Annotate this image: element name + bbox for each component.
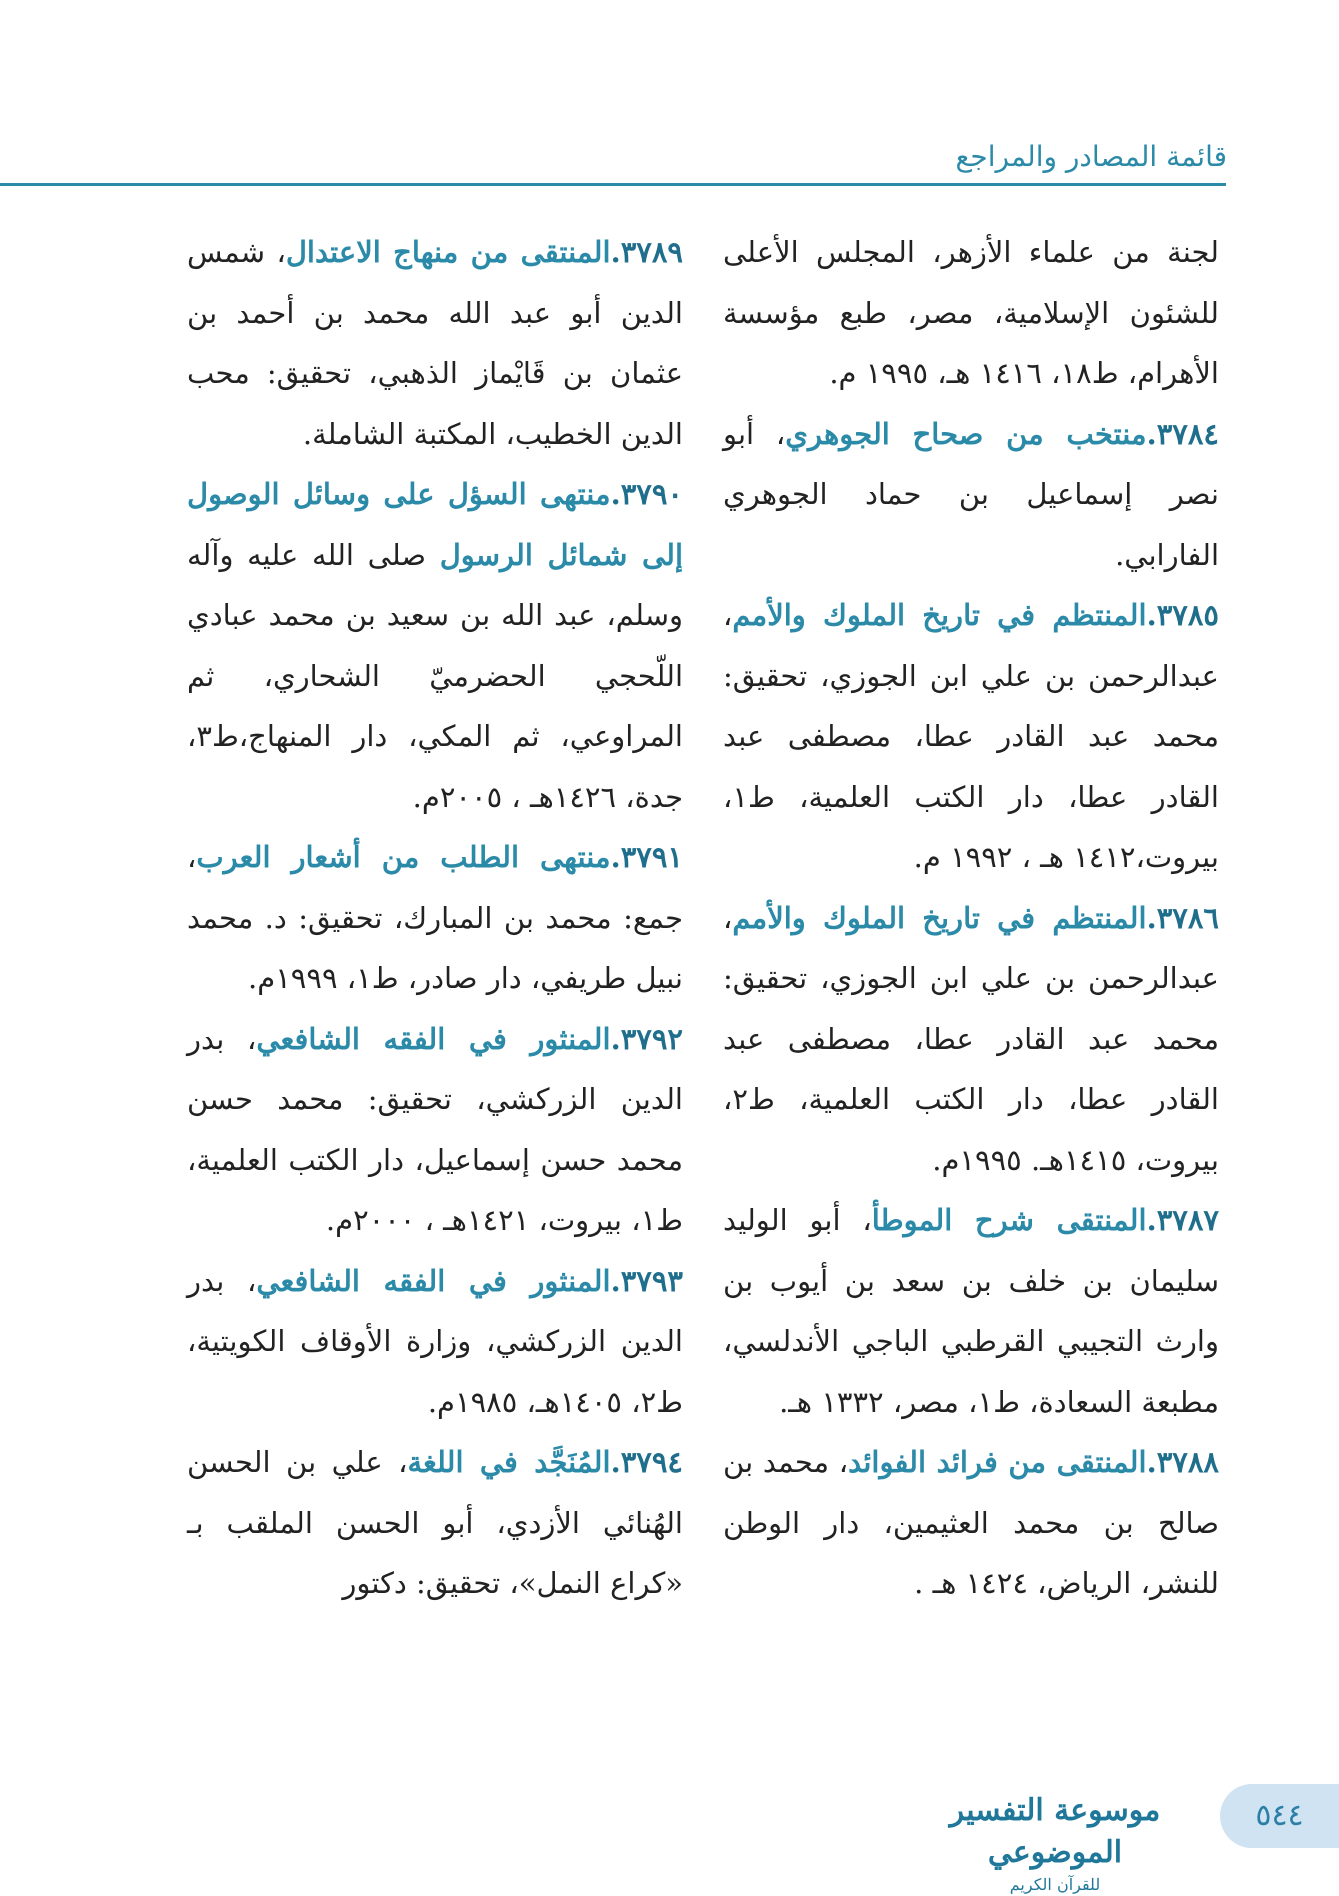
entry-number: ٣٧٩١. (610, 840, 683, 874)
bibliography-entry (187, 1432, 683, 1614)
entry-title: منتخب من صحاح الجوهري (785, 416, 1147, 451)
entry-continuation (723, 222, 1219, 404)
entry-number: ٣٧٩٢. (610, 1021, 683, 1056)
bibliography-entry (723, 585, 1219, 888)
entry-text: ، علي بن الحسن الهُنائي الأزدي، أبو الحسن الملقب بـ «كراع النمل»، تحقيق: دكتور (187, 1445, 683, 1600)
entry-number: ٣٧٩٠. (610, 477, 683, 511)
page-number-badge (1220, 1784, 1339, 1848)
bibliography-entry (187, 1251, 683, 1433)
entry-text: ، شمس الدين أبو عبد الله محمد بن أحمد بن عثمان بن قَايْماز الذهبي، تحقيق: محب الدين الخطيب، المكتبة الشاملة. (187, 235, 683, 451)
bibliography-entry (723, 404, 1219, 586)
running-header-title: قائمة المصادر والمراجع (955, 140, 1227, 173)
bibliography-entry (723, 1190, 1219, 1432)
entry-text: ، محمد بن صالح بن محمد العثيمين، دار الوطن للنشر، الرياض، ١٤٢٤ هـ . (723, 1445, 1219, 1600)
entry-text: ، جمع: محمد بن المبارك، تحقيق: د. محمد نبيل طريفي، دار صادر، ط١، ١٩٩٩م. (187, 840, 683, 995)
page-number: ٥٤٤ (1255, 1798, 1304, 1833)
entry-text: ، عبدالرحمن بن علي ابن الجوزي، تحقيق: محمد عبد القادر عطا، مصطفى عبد القادر عطا، دار الكتب العلمية، ط١، بيروت،١٤١٢ هـ ، ١٩٩٢ م. (723, 598, 1219, 874)
entry-text: ، أبو نصر إسماعيل بن حماد الجوهري الفارابي. (723, 416, 1219, 572)
entry-title: المُنَجَّد في اللغة (407, 1445, 611, 1479)
entry-title: منتهى السؤل على وسائل الوصول إلى شمائل الرسول (187, 477, 684, 572)
entry-title: المنتقى من فرائد الفوائد (848, 1445, 1147, 1479)
entry-title: منتهى الطلب من أشعار العرب (196, 840, 611, 874)
bibliography-entry (723, 1432, 1219, 1614)
entry-number: ٣٧٩٤. (610, 1445, 683, 1479)
right-column (723, 222, 1219, 1614)
entry-title: المنتقى من منهاج الاعتدال (285, 235, 611, 269)
logo-subtitle: للقرآن الكريم (1009, 1875, 1101, 1894)
bibliography-entry (187, 827, 683, 1009)
entry-number: ٣٧٩٣. (610, 1263, 683, 1298)
bibliography-entry (187, 222, 683, 464)
logo-title: موسوعة التفسير الموضوعي (949, 1793, 1161, 1870)
entry-title: المنتظم في تاريخ الملوك والأمم (732, 598, 1147, 632)
left-column (187, 222, 683, 1614)
encyclopedia-logo (930, 1790, 1180, 1894)
entry-text: ، عبدالرحمن بن علي ابن الجوزي، تحقيق: محمد عبد القادر عطا، مصطفى عبد القادر عطا، دار الكتب العلمية، ط٢، بيروت، ١٤١٥هـ. ١٩٩٥م. (723, 900, 1219, 1177)
entry-number: ٣٧٨٨. (1146, 1445, 1219, 1479)
entry-title: المنتقى شرح الموطأ (871, 1203, 1147, 1237)
entry-number: ٣٧٨٩. (610, 235, 683, 269)
bibliography-entry (187, 464, 683, 827)
bibliography-entry (723, 888, 1219, 1191)
entry-number: ٣٧٨٤. (1146, 416, 1219, 451)
entry-number: ٣٧٨٦. (1146, 900, 1219, 935)
entry-text: ، بدر الدين الزركشي، تحقيق: محمد حسن محمد حسن إسماعيل، دار الكتب العلمية، ط١، بيروت، ١٤٢١هـ ، ٢٠٠٠م. (187, 1021, 683, 1237)
entry-title: المنثور في الفقه الشافعي (256, 1021, 611, 1056)
entry-text: ، أبو الوليد سليمان بن خلف بن سعد بن أيوب بن وارث التجيبي القرطبي الباجي الأندلسي، مطبعة السعادة، ط١، مصر، ١٣٣٢ هـ. (723, 1203, 1219, 1419)
entry-number: ٣٧٨٥. (1146, 598, 1219, 632)
entry-number: ٣٧٨٧. (1146, 1203, 1219, 1237)
entry-title: المنثور في الفقه الشافعي (256, 1263, 611, 1298)
header-rule (0, 183, 1226, 186)
entry-title: المنتظم في تاريخ الملوك والأمم (732, 900, 1147, 935)
entry-text: ، بدر الدين الزركشي، وزارة الأوقاف الكويتية، ط٢، ١٤٠٥هـ، ١٩٨٥م. (187, 1263, 683, 1419)
entry-text: صلى الله عليه وآله وسلم، عبد الله بن سعيد بن محمد عبادي اللّحجي الحضرميّ الشحاري، ثم المراوعي، ثم المكي، دار المنهاج،ط٣، جدة، ١٤٢٦هـ ، ٢٠٠٥م. (187, 537, 683, 814)
bibliography-entry (187, 1009, 683, 1251)
entry-text: لجنة من علماء الأزهر، المجلس الأعلى للشئون الإسلامية، مصر، طبع مؤسسة الأهرام، ط١٨، ١٤١٦ هـ، ١٩٩٥ م. (723, 235, 1219, 390)
